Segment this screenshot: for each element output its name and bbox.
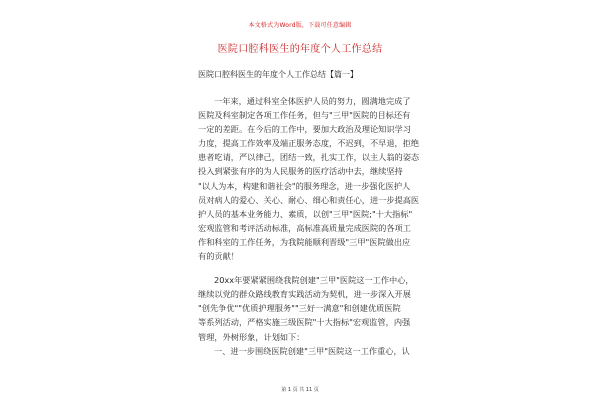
paragraph-1-line: 员对病人的爱心、关心、耐心、细心和责任心，进一步提高医 xyxy=(198,194,420,205)
paragraph-1-line: 有的贡献！ xyxy=(198,251,239,262)
paragraph-2-line: 继续以党的群众路线教育实践活动为契机，进一步深入开展 xyxy=(198,289,411,300)
section-heading: 医院口腔科医生的年度个人工作总结【篇一】 xyxy=(198,70,358,79)
paragraph-1-line: 投入到紧张有序的为人民服务的医疗活动中去，继续坚持 xyxy=(198,166,403,177)
paragraph-1 xyxy=(198,94,420,263)
body-text xyxy=(198,94,420,358)
paragraph-2-line: "创先争优""优质护理服务""三好一满意"和创建优质医院 xyxy=(198,303,401,314)
paragraph-1-line: 医院及科室制定各项工作任务，但与"三甲"医院的目标还有 xyxy=(198,110,411,121)
paragraph-2-line: 等系列活动，严格实施三级医院"十大指标"宏观监管，内强 xyxy=(198,317,411,328)
paragraph-2 xyxy=(198,273,414,343)
document-title: 医院口腔科医生的年度个人工作总结 xyxy=(217,44,383,55)
paragraph-2-line: 管理，外树形象，计划如下： xyxy=(198,331,305,342)
watermark-notice: 本文格式为Word版，下载可任意编辑 xyxy=(248,22,352,29)
paragraph-1-line: 宏观监管和考评活动标准，高标准高质量完成医院的各项工 xyxy=(198,222,411,233)
paragraph-3-line: 一、进一步围绕医院创建"三甲"医院这一工作重心，认 xyxy=(214,345,410,356)
page-footer: 第 1 页 共 11 页 xyxy=(281,387,319,393)
paragraph-gap xyxy=(198,263,408,273)
paragraph-1-line: "以人为本，构建和谐社会"的服务理念，进一步强化医护人 xyxy=(198,180,411,191)
paragraph-1-line: 一年来，通过科室全体医护人员的努力，圆满地完成了 xyxy=(214,96,411,106)
paragraph-1-line: 作和科室的工作任务，为我院能顺利晋级"三甲"医院做出应 xyxy=(198,236,411,247)
paragraph-1-line: 一定的差距。在今后的工作中，要加大政治及理论知识学习 xyxy=(198,124,411,135)
paragraph-1-line: 力度，提高工作效率及端正服务态度，不迟到，不早退，拒绝 xyxy=(198,138,420,149)
paragraph-3 xyxy=(198,344,408,358)
paragraph-1-line: 患者吃请，严以律己，团结一致，扎实工作，以主人翁的姿态 xyxy=(198,152,420,163)
paragraph-1-line: 护人员的基本业务能力、素质，以创"三甲"医院;"十大指标" xyxy=(198,208,413,219)
paragraph-2-line: 20xx年要紧紧围绕我院创建"三甲"医院这一工作中心， xyxy=(214,275,414,286)
